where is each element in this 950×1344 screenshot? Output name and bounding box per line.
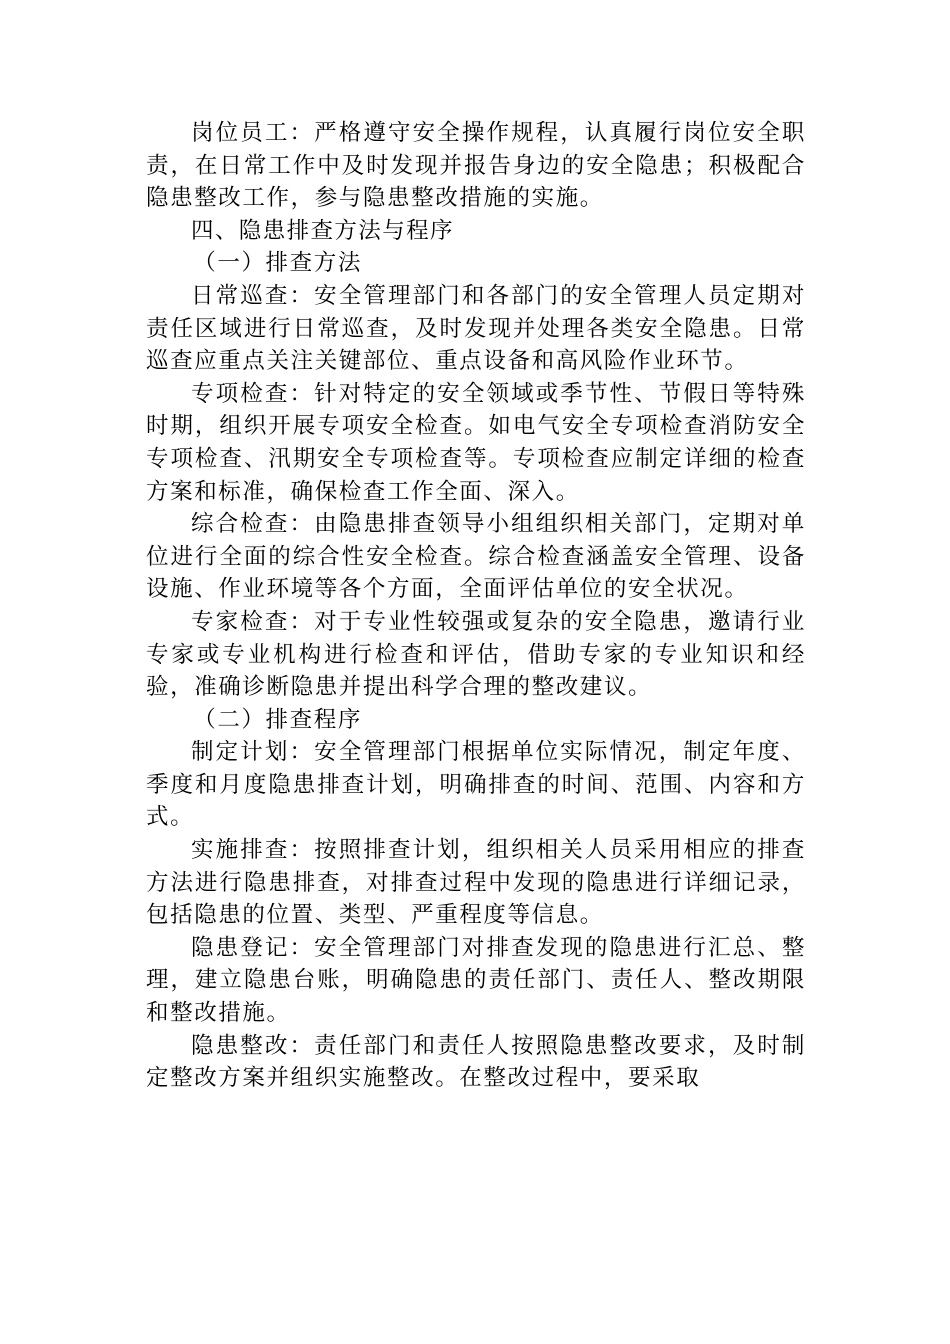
- paragraph-post-employee-duties: 岗位员工：严格遵守安全操作规程，认真履行岗位安全职责，在日常工作中及时发现并报告身边的安全隐患；积极配合隐患整改工作，参与隐患整改措施的实施。: [146, 120, 806, 212]
- paragraph-hazard-rectification: 隐患整改：责任部门和责任人按照隐患整改要求，及时制定整改方案并组织实施整改。在整改过程中，要采取: [146, 1032, 806, 1092]
- paragraph-daily-patrol: 日常巡查：安全管理部门和各部门的安全管理人员定期对责任区域进行日常巡查，及时发现并处理各类安全隐患。日常巡查应重点关注关键部位、重点设备和高风险作业环节。: [146, 282, 806, 375]
- paragraph-comprehensive-inspection: 综合检查：由隐患排查领导小组组织相关部门，定期对单位进行全面的综合性安全检查。综合检查涵盖安全管理、设备设施、作业环境等各个方面，全面评估单位的安全状况。: [146, 511, 806, 603]
- section-heading-inspection-methods-procedures: 四、隐患排查方法与程序: [191, 217, 454, 244]
- subheading-inspection-procedure: （二）排查程序: [193, 706, 362, 733]
- subheading-inspection-methods: （一）排查方法: [193, 250, 362, 277]
- paragraph-make-plan: 制定计划：安全管理部门根据单位实际情况，制定年度、季度和月度隐患排查计划，明确排查的时间、范围、内容和方式。: [146, 739, 806, 831]
- paragraph-implement-inspection: 实施排查：按照排查计划，组织相关人员采用相应的排查方法进行隐患排查，对排查过程中发现的隐患进行详细记录，包括隐患的位置、类型、严重程度等信息。: [146, 837, 806, 929]
- paragraph-hazard-registration: 隐患登记：安全管理部门对排查发现的隐患进行汇总、整理，建立隐患台账，明确隐患的责任部门、责任人、整改期限和整改措施。: [146, 934, 806, 1027]
- paragraph-expert-inspection: 专家检查：对于专业性较强或复杂的安全隐患，邀请行业专家或专业机构进行检查和评估，借助专家的专业知识和经验，准确诊断隐患并提出科学合理的整改建议。: [146, 608, 806, 701]
- paragraph-special-inspection: 专项检查：针对特定的安全领域或季节性、节假日等特殊时期，组织开展专项安全检查。如电气安全专项检查消防安全专项检查、汛期安全专项检查等。专项检查应制定详细的检查方案和标准，确保检查工作全面、深入。: [146, 380, 806, 505]
- document-page: [146, 117, 806, 1095]
